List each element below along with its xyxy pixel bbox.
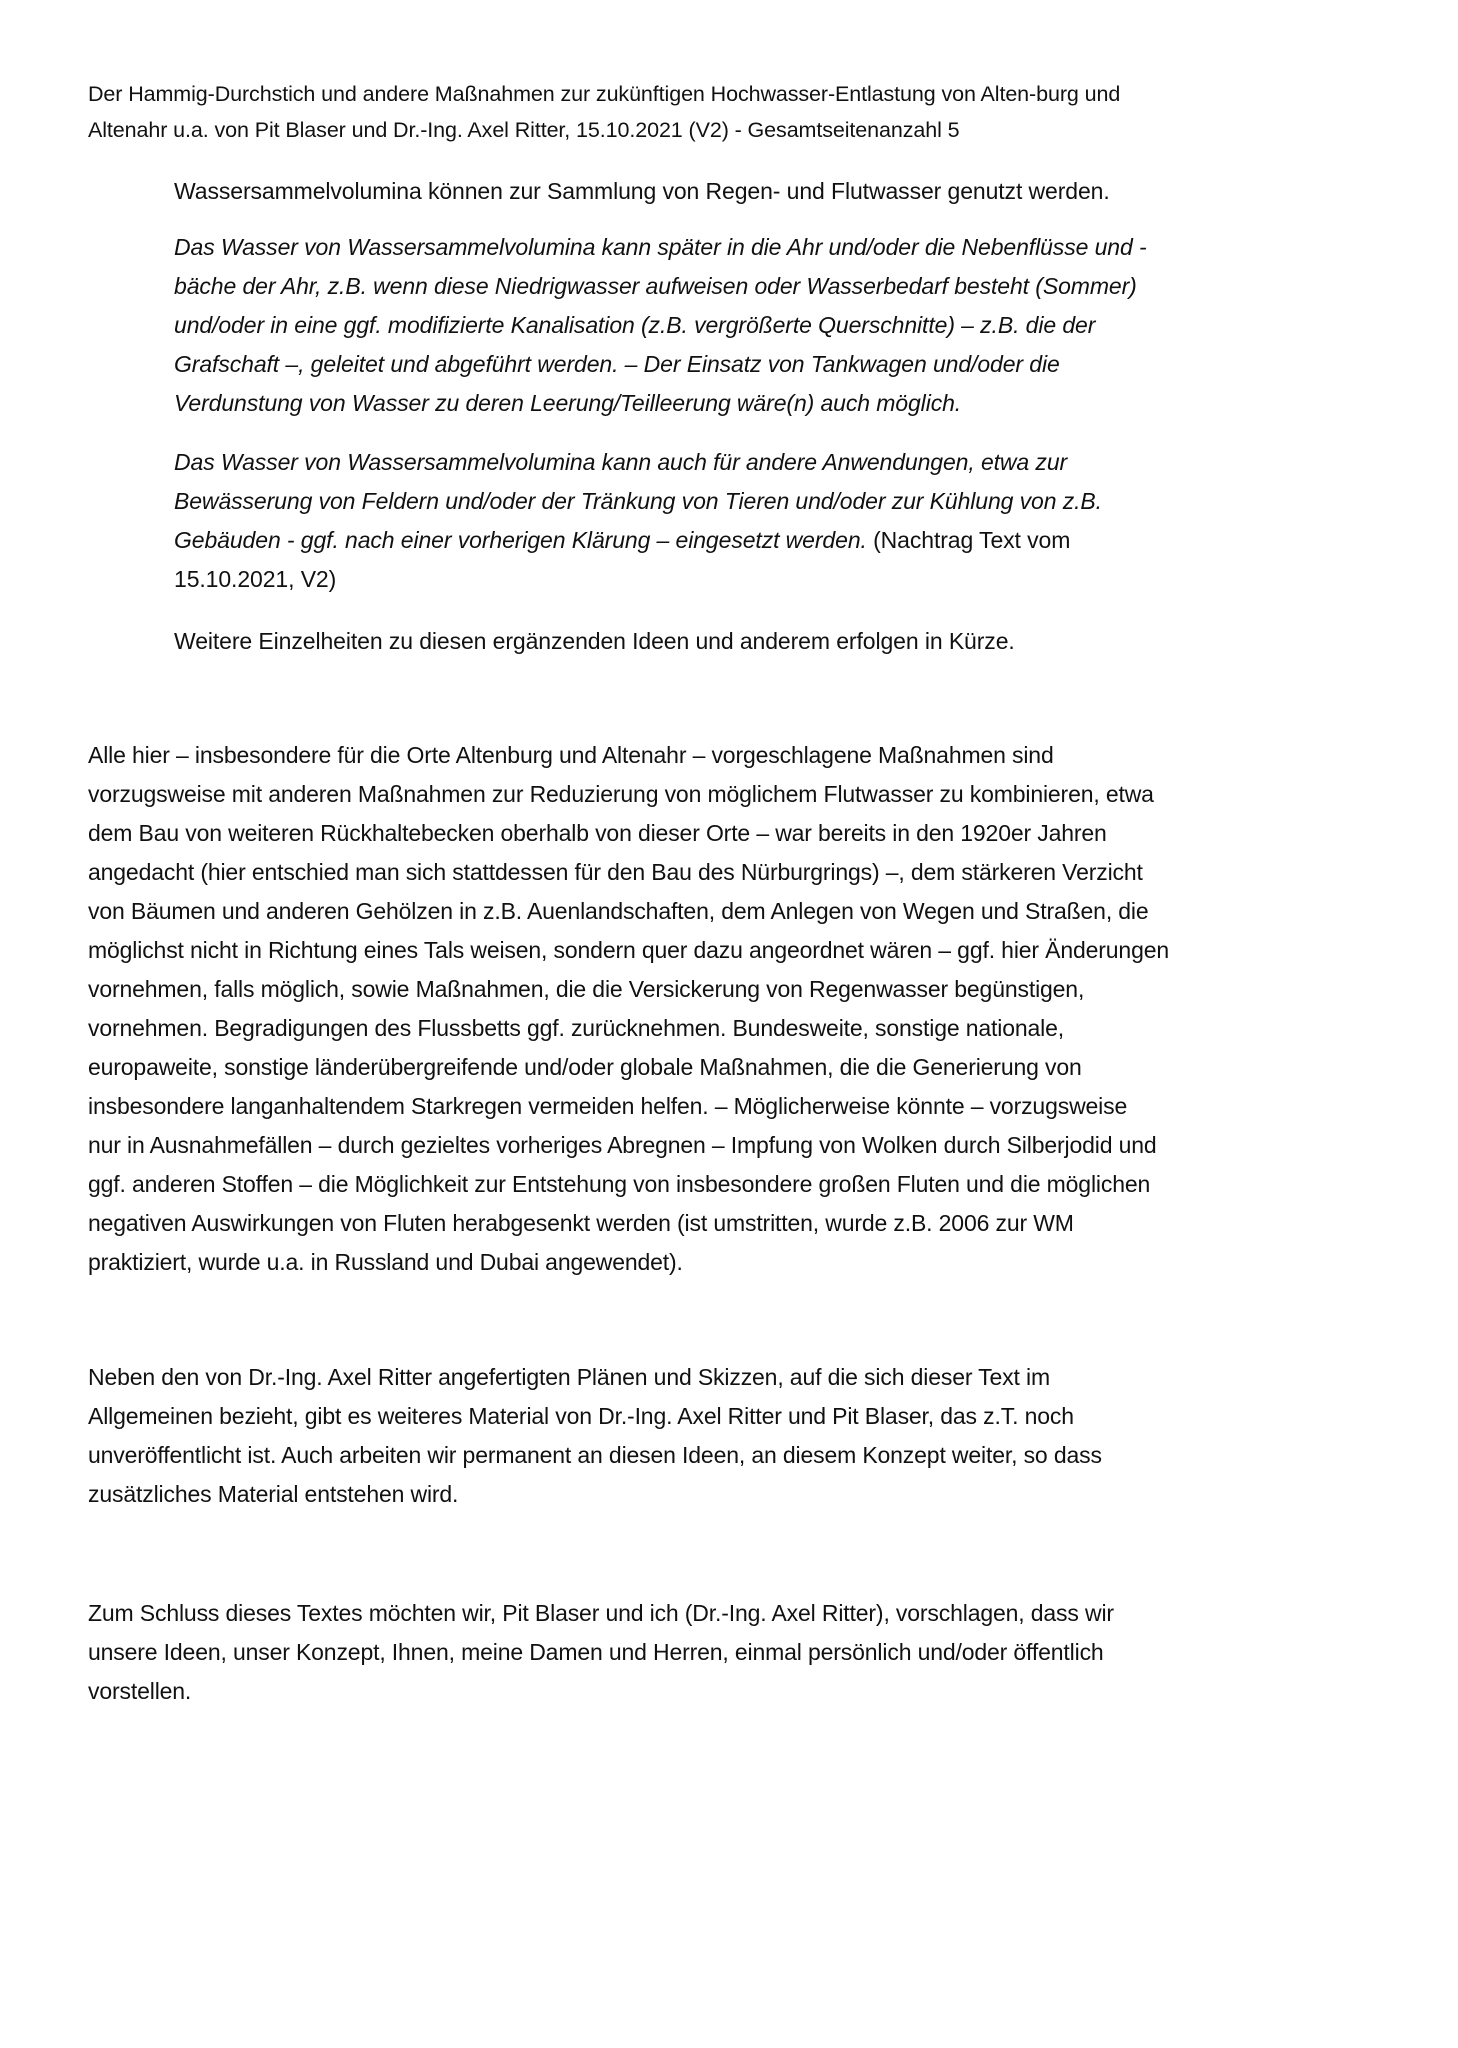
paragraph-line: und/oder in eine ggf. modifizierte Kanalisation (z.B. vergrößerte Querschnitte) – z.B. die der [174,312,1096,338]
paragraph-andere-anwendungen [174,443,1324,599]
paragraph-weiteres-material [88,1358,1388,1514]
paragraph-line: 15.10.2021, V2) [174,566,337,592]
paragraph-line: unveröffentlicht ist. Auch arbeiten wir permanent an diesen Ideen, an diesem Konzept weiter, so dass [88,1442,1102,1468]
paragraph-line: Wassersammelvolumina können zur Sammlung von Regen- und Flutwasser genutzt werden. [174,178,1110,204]
paragraph-line: Neben den von Dr.-Ing. Axel Ritter angefertigten Plänen und Skizzen, auf die sich dieser Text im [88,1364,1050,1390]
paragraph-line-mixed [174,521,1324,560]
paragraph-line: dem Bau von weiteren Rückhaltebecken oberhalb von dieser Orte – war bereits in den 1920er Jahren [88,820,1107,846]
paragraph-line: unsere Ideen, unser Konzept, Ihnen, meine Damen und Herren, einmal persönlich und/oder öffentlich [88,1639,1104,1665]
paragraph-line: Bewässerung von Feldern und/oder der Tränkung von Tieren und/oder zur Kühlung von z.B. [174,488,1102,514]
paragraph-line: praktiziert, wurde u.a. in Russland und Dubai angewendet). [88,1249,683,1275]
paragraph-line: ggf. anderen Stoffen – die Möglichkeit zur Entstehung von insbesondere großen Fluten und die möglichen [88,1171,1151,1197]
paragraph-line: negativen Auswirkungen von Fluten herabgesenkt werden (ist umstritten, wurde z.B. 2006 zur WM [88,1210,1074,1236]
paragraph-line: europaweite, sonstige länderübergreifende und/oder globale Maßnahmen, die die Generierung von [88,1054,1082,1080]
paragraph-line: möglichst nicht in Richtung eines Tals weisen, sondern quer dazu angeordnet wären – ggf. hier Änderungen [88,937,1169,963]
paragraph-line: zusätzliches Material entstehen wird. [88,1481,459,1507]
addendum-note: (Nachtrag Text vom [866,527,1071,553]
paragraph-line: Das Wasser von Wassersammelvolumina kann auch für andere Anwendungen, etwa zur [174,449,1068,475]
paragraph-line: vorzugsweise mit anderen Maßnahmen zur Reduzierung von möglichem Flutwasser zu kombinieren, etwa [88,781,1154,807]
paragraph-line: Verdunstung von Wasser zu deren Leerung/Teilleerung wäre(n) auch möglich. [174,390,962,416]
paragraph-line: Weitere Einzelheiten zu diesen ergänzenden Ideen und anderem erfolgen in Kürze. [174,628,1015,654]
paragraph-wasser-spaeter [174,228,1324,423]
paragraph-line: vornehmen, falls möglich, sowie Maßnahmen, die die Versickerung von Regenwasser begünstigen, [88,976,1085,1002]
paragraph-line: Das Wasser von Wassersammelvolumina kann später in die Ahr und/oder die Nebenflüsse und - [174,234,1147,260]
italic-segment: Gebäuden - ggf. nach einer vorherigen Klärung – eingesetzt werden. [174,527,867,553]
paragraph-schluss [88,1594,1388,1711]
paragraph-line: nur in Ausnahmefällen – durch gezieltes vorheriges Abregnen – Impfung von Wolken durch Silberjodid und [88,1132,1157,1158]
paragraph-line: vornehmen. Begradigungen des Flussbetts ggf. zurücknehmen. Bundesweite, sonstige nationale, [88,1015,1064,1041]
paragraph-line: angedacht (hier entschied man sich stattdessen für den Bau des Nürburgrings) –, dem stärkeren Verzicht [88,859,1143,885]
header-line-1: Der Hammig-Durchstich und andere Maßnahmen zur zukünftigen Hochwasser-Entlastung von Alten-burg und [88,82,1121,106]
paragraph-wassersammelvolumina [174,172,1324,211]
paragraph-line: bäche der Ahr, z.B. wenn diese Niedrigwasser aufweisen oder Wasserbedarf besteht (Sommer) [174,273,1137,299]
paragraph-line: insbesondere langanhaltendem Starkregen vermeiden helfen. – Möglicherweise könnte – vorzugsweise [88,1093,1128,1119]
paragraph-line: Grafschaft –, geleitet und abgeführt werden. – Der Einsatz von Tankwagen und/oder die [174,351,1060,377]
paragraph-massnahmen [88,736,1388,1282]
paragraph-line: Zum Schluss dieses Textes möchten wir, Pit Blaser und ich (Dr.-Ing. Axel Ritter), vorschlagen, dass wir [88,1600,1114,1626]
paragraph-line: Alle hier – insbesondere für die Orte Altenburg und Altenahr – vorgeschlagene Maßnahmen sind [88,742,1054,768]
paragraph-line: von Bäumen und anderen Gehölzen in z.B. Auenlandschaften, dem Anlegen von Wegen und Straßen, die [88,898,1149,924]
document-header [88,76,1378,148]
paragraph-line: vorstellen. [88,1678,192,1704]
header-line-2: Altenahr u.a. von Pit Blaser und Dr.-Ing. Axel Ritter, 15.10.2021 (V2) - Gesamtseitenanzahl 5 [88,118,960,142]
paragraph-line: Allgemeinen bezieht, gibt es weiteres Material von Dr.-Ing. Axel Ritter und Pit Blaser, das z.T. noch [88,1403,1074,1429]
paragraph-weitere-einzelheiten [174,622,1324,661]
